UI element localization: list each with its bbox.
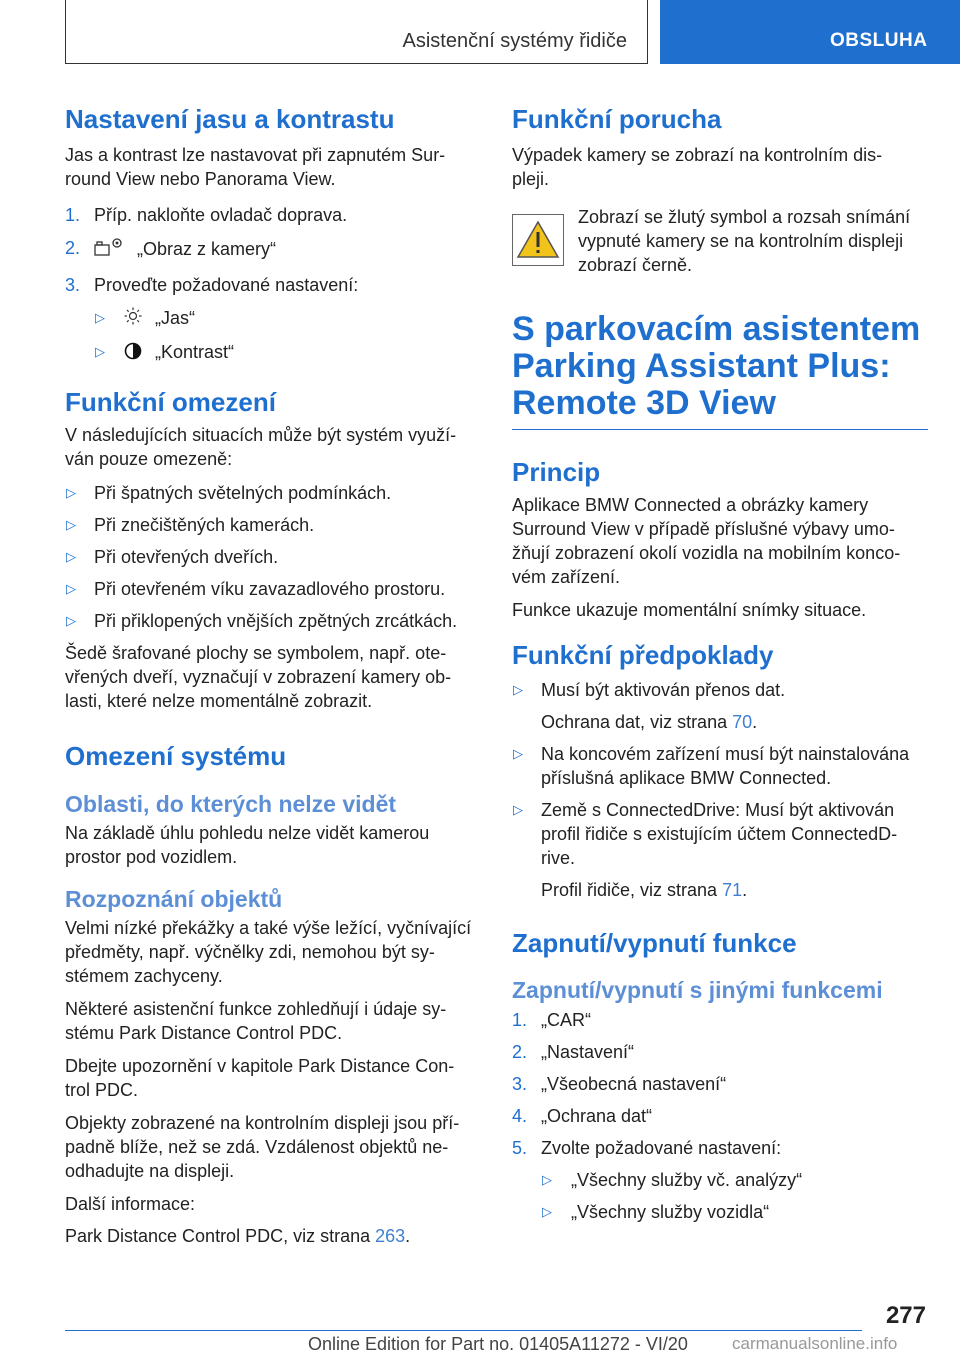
objects-text: Velmi nízké překážky a také výše ležící, vyčnívající bbox=[65, 917, 472, 938]
pdc-reference bbox=[65, 1224, 480, 1248]
requirement-item bbox=[512, 678, 928, 702]
bullet-marker: ▷ bbox=[66, 580, 76, 596]
brightness-intro-1: Jas a kontrast lze nastavovat při zapnutém Sur- bbox=[65, 145, 446, 165]
onoff-step-2 bbox=[512, 1040, 928, 1064]
limits-intro-1: V následujících situacích může být systém využí- bbox=[65, 424, 457, 445]
option-text: „Jas“ bbox=[155, 308, 196, 328]
bullet-marker: ▷ bbox=[513, 682, 523, 697]
option-contrast bbox=[65, 340, 480, 365]
limits-note-1: Šedě šrafované plochy se symbolem, např. ote- bbox=[65, 642, 447, 663]
bullet-marker: ▷ bbox=[95, 310, 105, 325]
requirement-text: příslušná aplikace BMW Connected. bbox=[541, 768, 832, 788]
requirement-text: profil řidiče s existujícím účtem ConnectedD- bbox=[541, 824, 898, 844]
limit-text: Při otevřeném víku zavazadlového prostoru. bbox=[94, 578, 446, 599]
bullet-marker: ▷ bbox=[66, 548, 76, 564]
bullet-marker: ▷ bbox=[66, 612, 76, 628]
principle-text: Aplikace BMW Connected a obrázky kamery bbox=[512, 495, 869, 515]
objects-text: stémem zachyceny. bbox=[65, 965, 223, 986]
heading-system-limits: Omezení systému bbox=[65, 740, 287, 771]
step-number: 3. bbox=[65, 275, 81, 295]
limit-text: Při špatných světelných podmínkách. bbox=[94, 482, 392, 503]
page-link-263[interactable]: 263 bbox=[375, 1225, 406, 1246]
requirement-ref bbox=[512, 710, 928, 734]
step-1 bbox=[65, 203, 480, 227]
objects-text: trol PDC. bbox=[65, 1079, 139, 1100]
objects-text: Objekty zobrazené na kontrolním displeji jsou pří- bbox=[65, 1112, 460, 1133]
step-text: Zvolte požadované nastavení: bbox=[541, 1138, 782, 1158]
heading-line-3: Remote 3D View bbox=[512, 384, 776, 422]
heading-line-1: S parkovacím asistentem bbox=[512, 310, 921, 348]
step-text: „Ochrana dat“ bbox=[541, 1106, 653, 1126]
bullet-marker: ▷ bbox=[542, 1204, 552, 1219]
limit-item bbox=[65, 577, 480, 601]
brightness-intro-2: round View nebo Panorama View. bbox=[65, 169, 336, 189]
warning-text-3: zobrazí černě. bbox=[578, 255, 693, 275]
step-number: 2. bbox=[65, 238, 81, 258]
page-link-70[interactable]: 70 bbox=[732, 712, 753, 732]
requirement-item bbox=[512, 798, 928, 870]
step-3 bbox=[65, 273, 480, 297]
contrast-icon bbox=[124, 342, 142, 366]
requirement-text: rive. bbox=[541, 848, 576, 868]
limit-text: Při znečištěných kamerách. bbox=[94, 514, 315, 535]
limit-item bbox=[65, 545, 480, 569]
heading-line-2: Parking Assistant Plus: bbox=[512, 347, 891, 385]
limit-text: Při otevřených dveřích. bbox=[94, 546, 279, 567]
reference-end: . bbox=[405, 1225, 411, 1246]
reference-end: . bbox=[752, 712, 758, 732]
heading-blind-areas: Oblasti, do kterých nelze vidět bbox=[65, 790, 397, 817]
step-text: Proveďte požadované nastavení: bbox=[94, 275, 359, 295]
reference-text: Park Distance Control PDC, viz strana bbox=[65, 1225, 376, 1246]
onoff-option bbox=[512, 1200, 928, 1224]
onoff-option bbox=[512, 1168, 928, 1192]
page-link-71[interactable]: 71 bbox=[722, 880, 743, 900]
step-text: „Všeobecná nastavení“ bbox=[541, 1074, 727, 1094]
objects-text: stému Park Distance Control PDC. bbox=[65, 1022, 343, 1043]
objects-text: Některé asistenční funkce zohledňují i údaje sy- bbox=[65, 998, 447, 1019]
reference-text: Ochrana dat, viz strana bbox=[541, 712, 733, 732]
sun-icon bbox=[124, 307, 142, 331]
principle-text: vém zařízení. bbox=[512, 567, 621, 587]
bullet-marker: ▷ bbox=[513, 746, 523, 761]
reference-end: . bbox=[742, 880, 748, 900]
section-title: Asistenční systémy řidiče bbox=[402, 30, 627, 52]
step-number: 4. bbox=[512, 1106, 528, 1126]
chapter-tab bbox=[660, 0, 960, 64]
bullet-marker: ▷ bbox=[66, 484, 76, 500]
requirement-text: Země s ConnectedDrive: Musí být aktivován bbox=[541, 800, 895, 820]
step-text: „Obraz z kamery“ bbox=[137, 238, 277, 259]
bullet-marker: ▷ bbox=[542, 1172, 552, 1187]
principle-text: Funkce ukazuje momentální snímky situace. bbox=[512, 600, 867, 620]
right-column bbox=[512, 100, 928, 1224]
option-text: „Všechny služby vč. analýzy“ bbox=[571, 1170, 803, 1190]
requirement-text: Na koncovém zařízení musí být nainstalována bbox=[541, 744, 910, 764]
requirement-text: Musí být aktivován přenos dat. bbox=[541, 680, 786, 700]
limit-text: Při přiklopených vnějších zpětných zrcátkách. bbox=[94, 610, 458, 631]
page-number: 277 bbox=[885, 1302, 926, 1329]
step-number: 2. bbox=[512, 1042, 528, 1062]
objects-text: odhadujte na displeji. bbox=[65, 1160, 235, 1181]
principle-text: Surround View v případě příslušné výbavy umo- bbox=[512, 519, 895, 539]
footer-rule bbox=[65, 1330, 862, 1331]
onoff-step-1 bbox=[512, 1008, 928, 1032]
objects-text: padně blíže, než se zdá. Vzdálenost objektů ne- bbox=[65, 1136, 449, 1157]
warning-text-1: Zobrazí se žlutý symbol a rozsah snímání bbox=[578, 207, 911, 227]
option-text: „Všechny služby vozidla“ bbox=[571, 1202, 770, 1222]
principle-text: žňují zobrazení okolí vozidla na mobilním konco- bbox=[512, 543, 901, 563]
objects-text: předměty, např. výčnělky zdi, nemohou být sy- bbox=[65, 941, 435, 962]
areas-text-2: prostor pod vozidlem. bbox=[65, 846, 238, 867]
remote-3d-heading bbox=[512, 311, 928, 430]
limit-item bbox=[65, 513, 480, 537]
warning-text-2: vypnuté kamery se na kontrolním displeji bbox=[578, 231, 904, 251]
limit-item bbox=[65, 481, 480, 505]
heading-on-off: Zapnutí/vypnutí funkce bbox=[512, 928, 797, 958]
step-number: 5. bbox=[512, 1138, 528, 1158]
objects-text: Dbejte upozornění v kapitole Park Distance Con- bbox=[65, 1055, 455, 1076]
areas-text-1: Na základě úhlu pohledu nelze vidět kamerou bbox=[65, 822, 430, 843]
heading-on-off-other: Zapnutí/vypnutí s jinými funkcemi bbox=[512, 977, 883, 1003]
limits-intro-2: ván pouze omezeně: bbox=[65, 448, 233, 469]
bullet-marker: ▷ bbox=[66, 516, 76, 532]
step-text: Příp. nakloňte ovladač doprava. bbox=[94, 205, 348, 225]
option-text: „Kontrast“ bbox=[155, 342, 235, 363]
limits-note-2: vřených dveří, vyznačují v zobrazení kamery ob- bbox=[65, 666, 452, 687]
step-text: „Nastavení“ bbox=[541, 1042, 635, 1062]
fault-warning-block bbox=[512, 205, 928, 281]
heading-brightness: Nastavení jasu a kontrastu bbox=[65, 104, 395, 134]
heading-object-detection: Rozpoznání objektů bbox=[65, 885, 283, 912]
option-brightness bbox=[65, 306, 480, 331]
bullet-marker: ▷ bbox=[95, 344, 105, 360]
heading-requirements: Funkční předpoklady bbox=[512, 640, 774, 670]
step-text: „CAR“ bbox=[541, 1010, 591, 1030]
heading-principle: Princip bbox=[512, 457, 601, 487]
fault-text-1: Výpadek kamery se zobrazí na kontrolním dis- bbox=[512, 145, 883, 165]
left-column bbox=[65, 100, 480, 1248]
reference-text: Profil řidiče, viz strana bbox=[541, 880, 723, 900]
limits-note-3: lasti, které nelze momentálně zobrazit. bbox=[65, 690, 373, 711]
step-number: 1. bbox=[65, 205, 81, 225]
step-2 bbox=[65, 236, 480, 264]
step-number: 3. bbox=[512, 1074, 528, 1094]
heading-fault: Funkční porucha bbox=[512, 104, 722, 134]
camera-settings-icon bbox=[94, 236, 124, 264]
requirement-ref bbox=[512, 878, 928, 902]
more-info-label: Další informace: bbox=[65, 1193, 196, 1214]
onoff-step-5 bbox=[512, 1136, 928, 1160]
step-number: 1. bbox=[512, 1010, 528, 1030]
onoff-step-3 bbox=[512, 1072, 928, 1096]
watermark: carmanualsonline.info bbox=[732, 1334, 898, 1353]
chapter-tab-label: OBSLUHA bbox=[830, 30, 928, 51]
requirement-item bbox=[512, 742, 928, 790]
limit-item bbox=[65, 609, 480, 633]
bullet-marker: ▷ bbox=[513, 802, 523, 817]
edition-note: Online Edition for Part no. 01405A11272 - VI/20 bbox=[308, 1334, 688, 1354]
heading-limits: Funkční omezení bbox=[65, 386, 276, 417]
fault-text-2: pleji. bbox=[512, 169, 550, 189]
onoff-step-4 bbox=[512, 1104, 928, 1128]
warning-icon bbox=[512, 214, 564, 266]
